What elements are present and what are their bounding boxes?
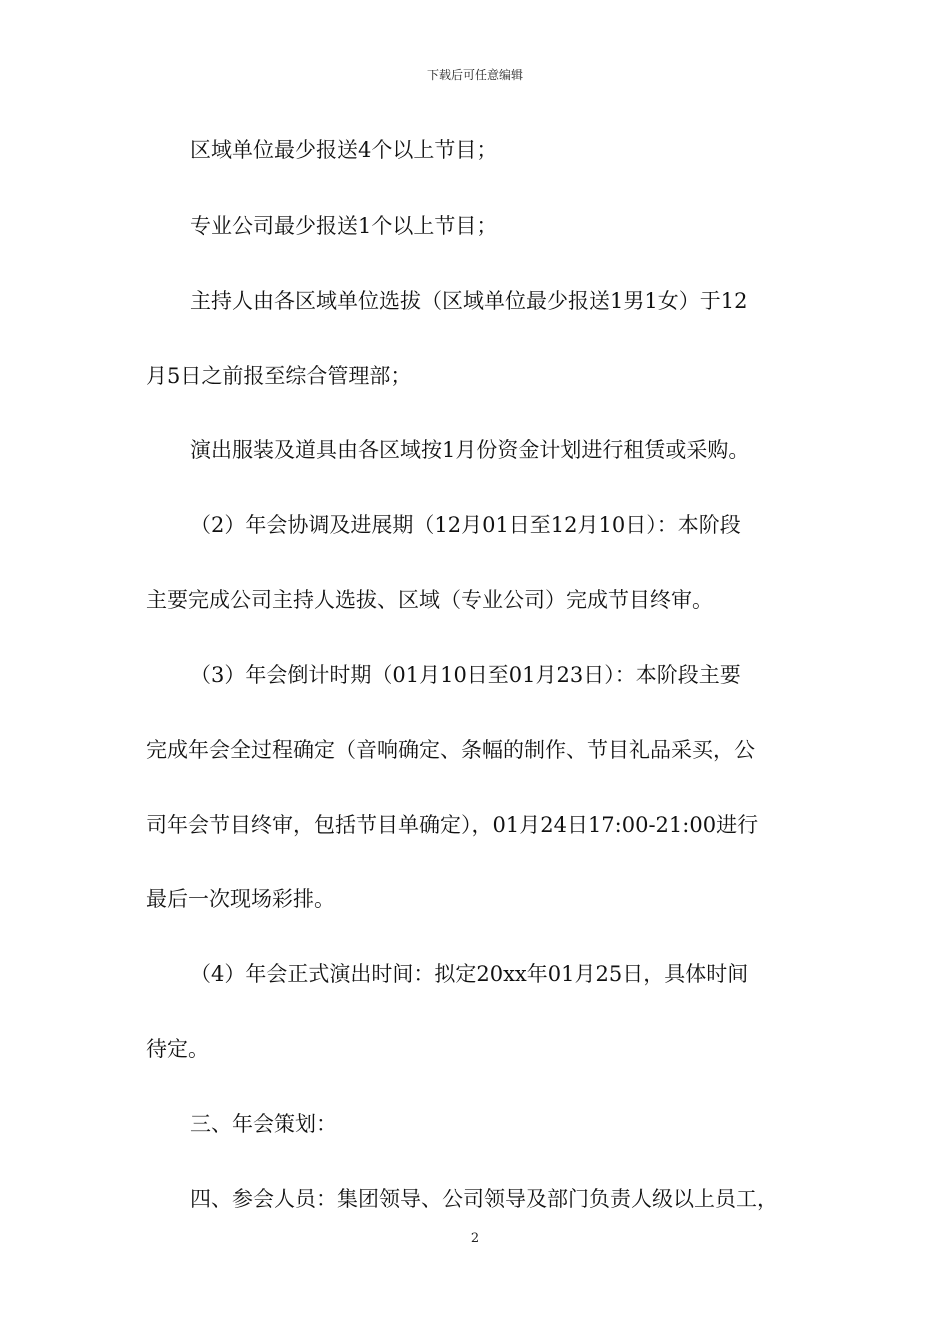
paragraph-line: （4）年会正式演出时间：拟定20xx年01月25日，具体时间: [190, 962, 749, 986]
section-heading: 三、年会策划：: [190, 1112, 337, 1136]
paragraph-line: 完成年会全过程确定（音响确定、条幅的制作、节目礼品采买，公: [146, 738, 755, 762]
paragraph-line: 最后一次现场彩排。: [146, 887, 335, 911]
section-heading: 四、参会人员：集团领导、公司领导及部门负责人级以上员工，: [190, 1187, 778, 1211]
paragraph-line: 区域单位最少报送4个以上节目；: [190, 138, 498, 162]
paragraph-line: 专业公司最少报送1个以上节目；: [190, 214, 498, 238]
paragraph-line: 月5日之前报至综合管理部；: [146, 364, 412, 388]
page-header: 下载后可任意编辑: [426, 68, 523, 82]
paragraph-line: 司年会节目终审，包括节目单确定），01月24日17:00-21:00进行: [146, 813, 759, 837]
paragraph-line: 主持人由各区域单位选拔（区域单位最少报送1男1女）于12: [190, 289, 748, 313]
paragraph-line: 演出服装及道具由各区域按1月份资金计划进行租赁或采购。: [190, 438, 750, 462]
paragraph-line: 主要完成公司主持人选拔、区域（专业公司）完成节目终审。: [146, 588, 713, 612]
paragraph-line: （3）年会倒计时期（01月10日至01月23日）：本阶段主要: [190, 663, 741, 687]
page-number: 2: [470, 1231, 480, 1246]
paragraph-line: 待定。: [146, 1037, 209, 1061]
paragraph-line: （2）年会协调及进展期（12月01日至12月10日）：本阶段: [190, 513, 741, 537]
